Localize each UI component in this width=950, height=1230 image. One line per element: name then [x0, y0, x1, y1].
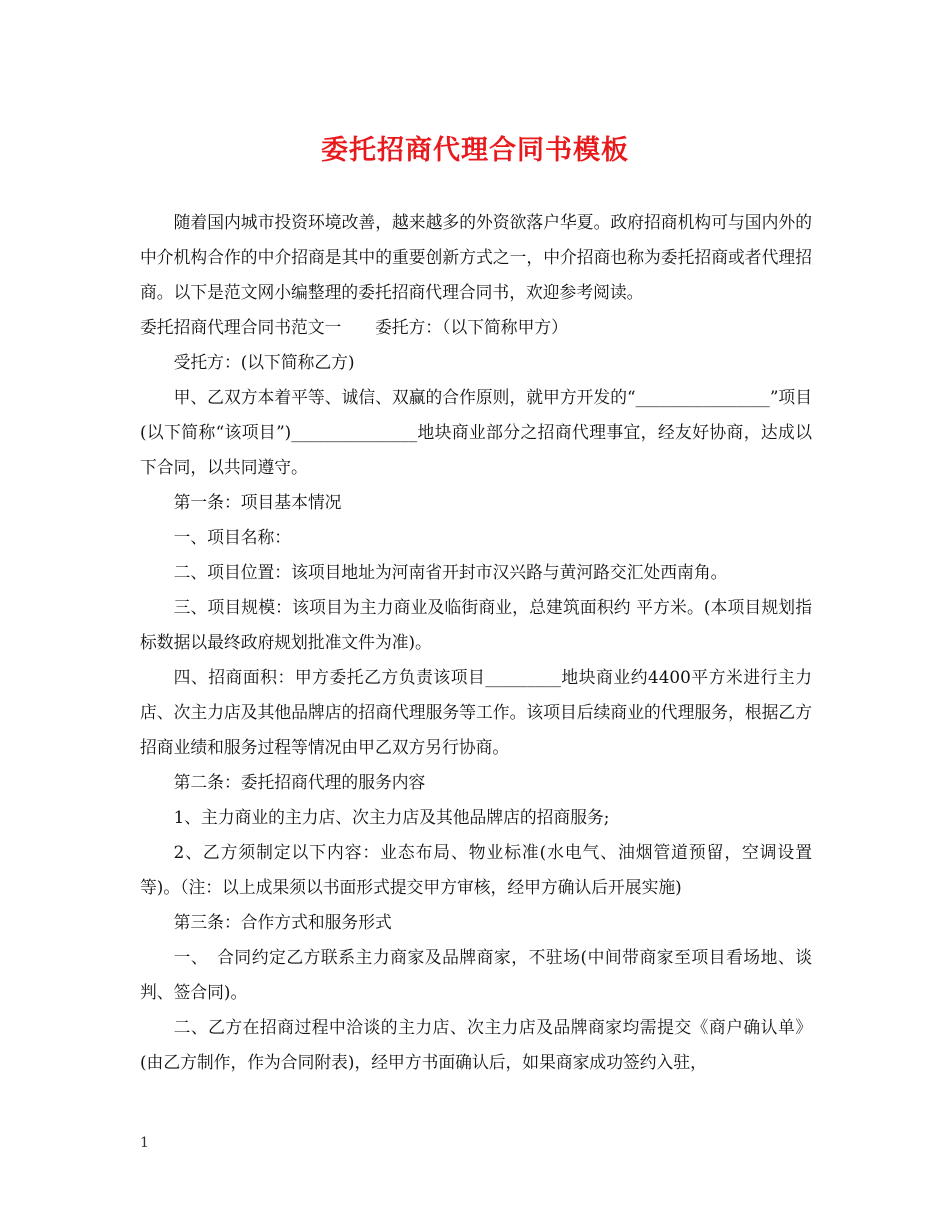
- contract-heading-line: 委托招商代理合同书范文一 委托方：（以下简称甲方）: [140, 317, 568, 337]
- document-title: 委托招商代理合同书模板: [321, 135, 629, 166]
- trustee-line: 受托方：(以下简称乙方): [173, 352, 355, 372]
- project-name-line: 一、项目名称：: [173, 527, 292, 547]
- page-number: 1: [140, 1135, 149, 1151]
- article-2-heading: 第二条：委托招商代理的服务内容: [173, 772, 426, 792]
- cooperation-item-2: 二、乙方在招商过程中洽谈的主力店、次主力店及品牌商家均需提交《商户确认单》(由乙方制作，作为合同附表)，经甲方书面确认后，如果商家成功签约入驻，: [140, 1017, 812, 1072]
- article-1-heading: 第一条：项目基本情况: [173, 492, 342, 512]
- cooperation-item-1: 一、 合同约定乙方联系主力商家及品牌商家，不驻场(中间带商家至项目看场地、谈判、签合同)。: [140, 947, 812, 1002]
- preamble-paragraph: 甲、乙双方本着平等、诚信、双赢的合作原则，就甲方开发的“________________”项目(以下简称“该项目”)_______________地块商业部分之招商代理事宜，经友好协商，达成以下合同，以共同遵守。: [140, 387, 812, 477]
- project-scale-paragraph: 三、项目规模：该项目为主力商业及临街商业，总建筑面积约 平方米。(本项目规划指标数据以最终政府规划批准文件为准)。: [140, 597, 812, 652]
- project-location-line: 二、项目位置：该项目地址为河南省开封市汉兴路与黄河路交汇处西南角。: [173, 562, 728, 582]
- article-3-heading: 第三条：合作方式和服务形式: [173, 912, 392, 932]
- intro-paragraph: 随着国内城市投资环境改善，越来越多的外资欲落户华夏。政府招商机构可与国内外的中介机构合作的中介招商是其中的重要创新方式之一，中介招商也称为委托招商或者代理招商。以下是范文网小编整理的委托招商代理合同书，欢迎参考阅读。: [140, 212, 812, 302]
- service-item-1: 1、主力商业的主力店、次主力店及其他品牌店的招商服务;: [173, 807, 610, 827]
- document-body: [140, 205, 812, 1080]
- service-item-2: 2、乙方须制定以下内容：业态布局、物业标准(水电气、油烟管道预留，空调设置等)。（注：以上成果须以书面形式提交甲方审核，经甲方确认后开展实施): [140, 842, 812, 897]
- leasing-area-paragraph: 四、招商面积：甲方委托乙方负责该项目_________地块商业约4400平方米进行主力店、次主力店及其他品牌店的招商代理服务等工作。该项目后续商业的代理服务，根据乙方招商业绩和服务过程等情况由甲乙双方另行协商。: [140, 667, 812, 757]
